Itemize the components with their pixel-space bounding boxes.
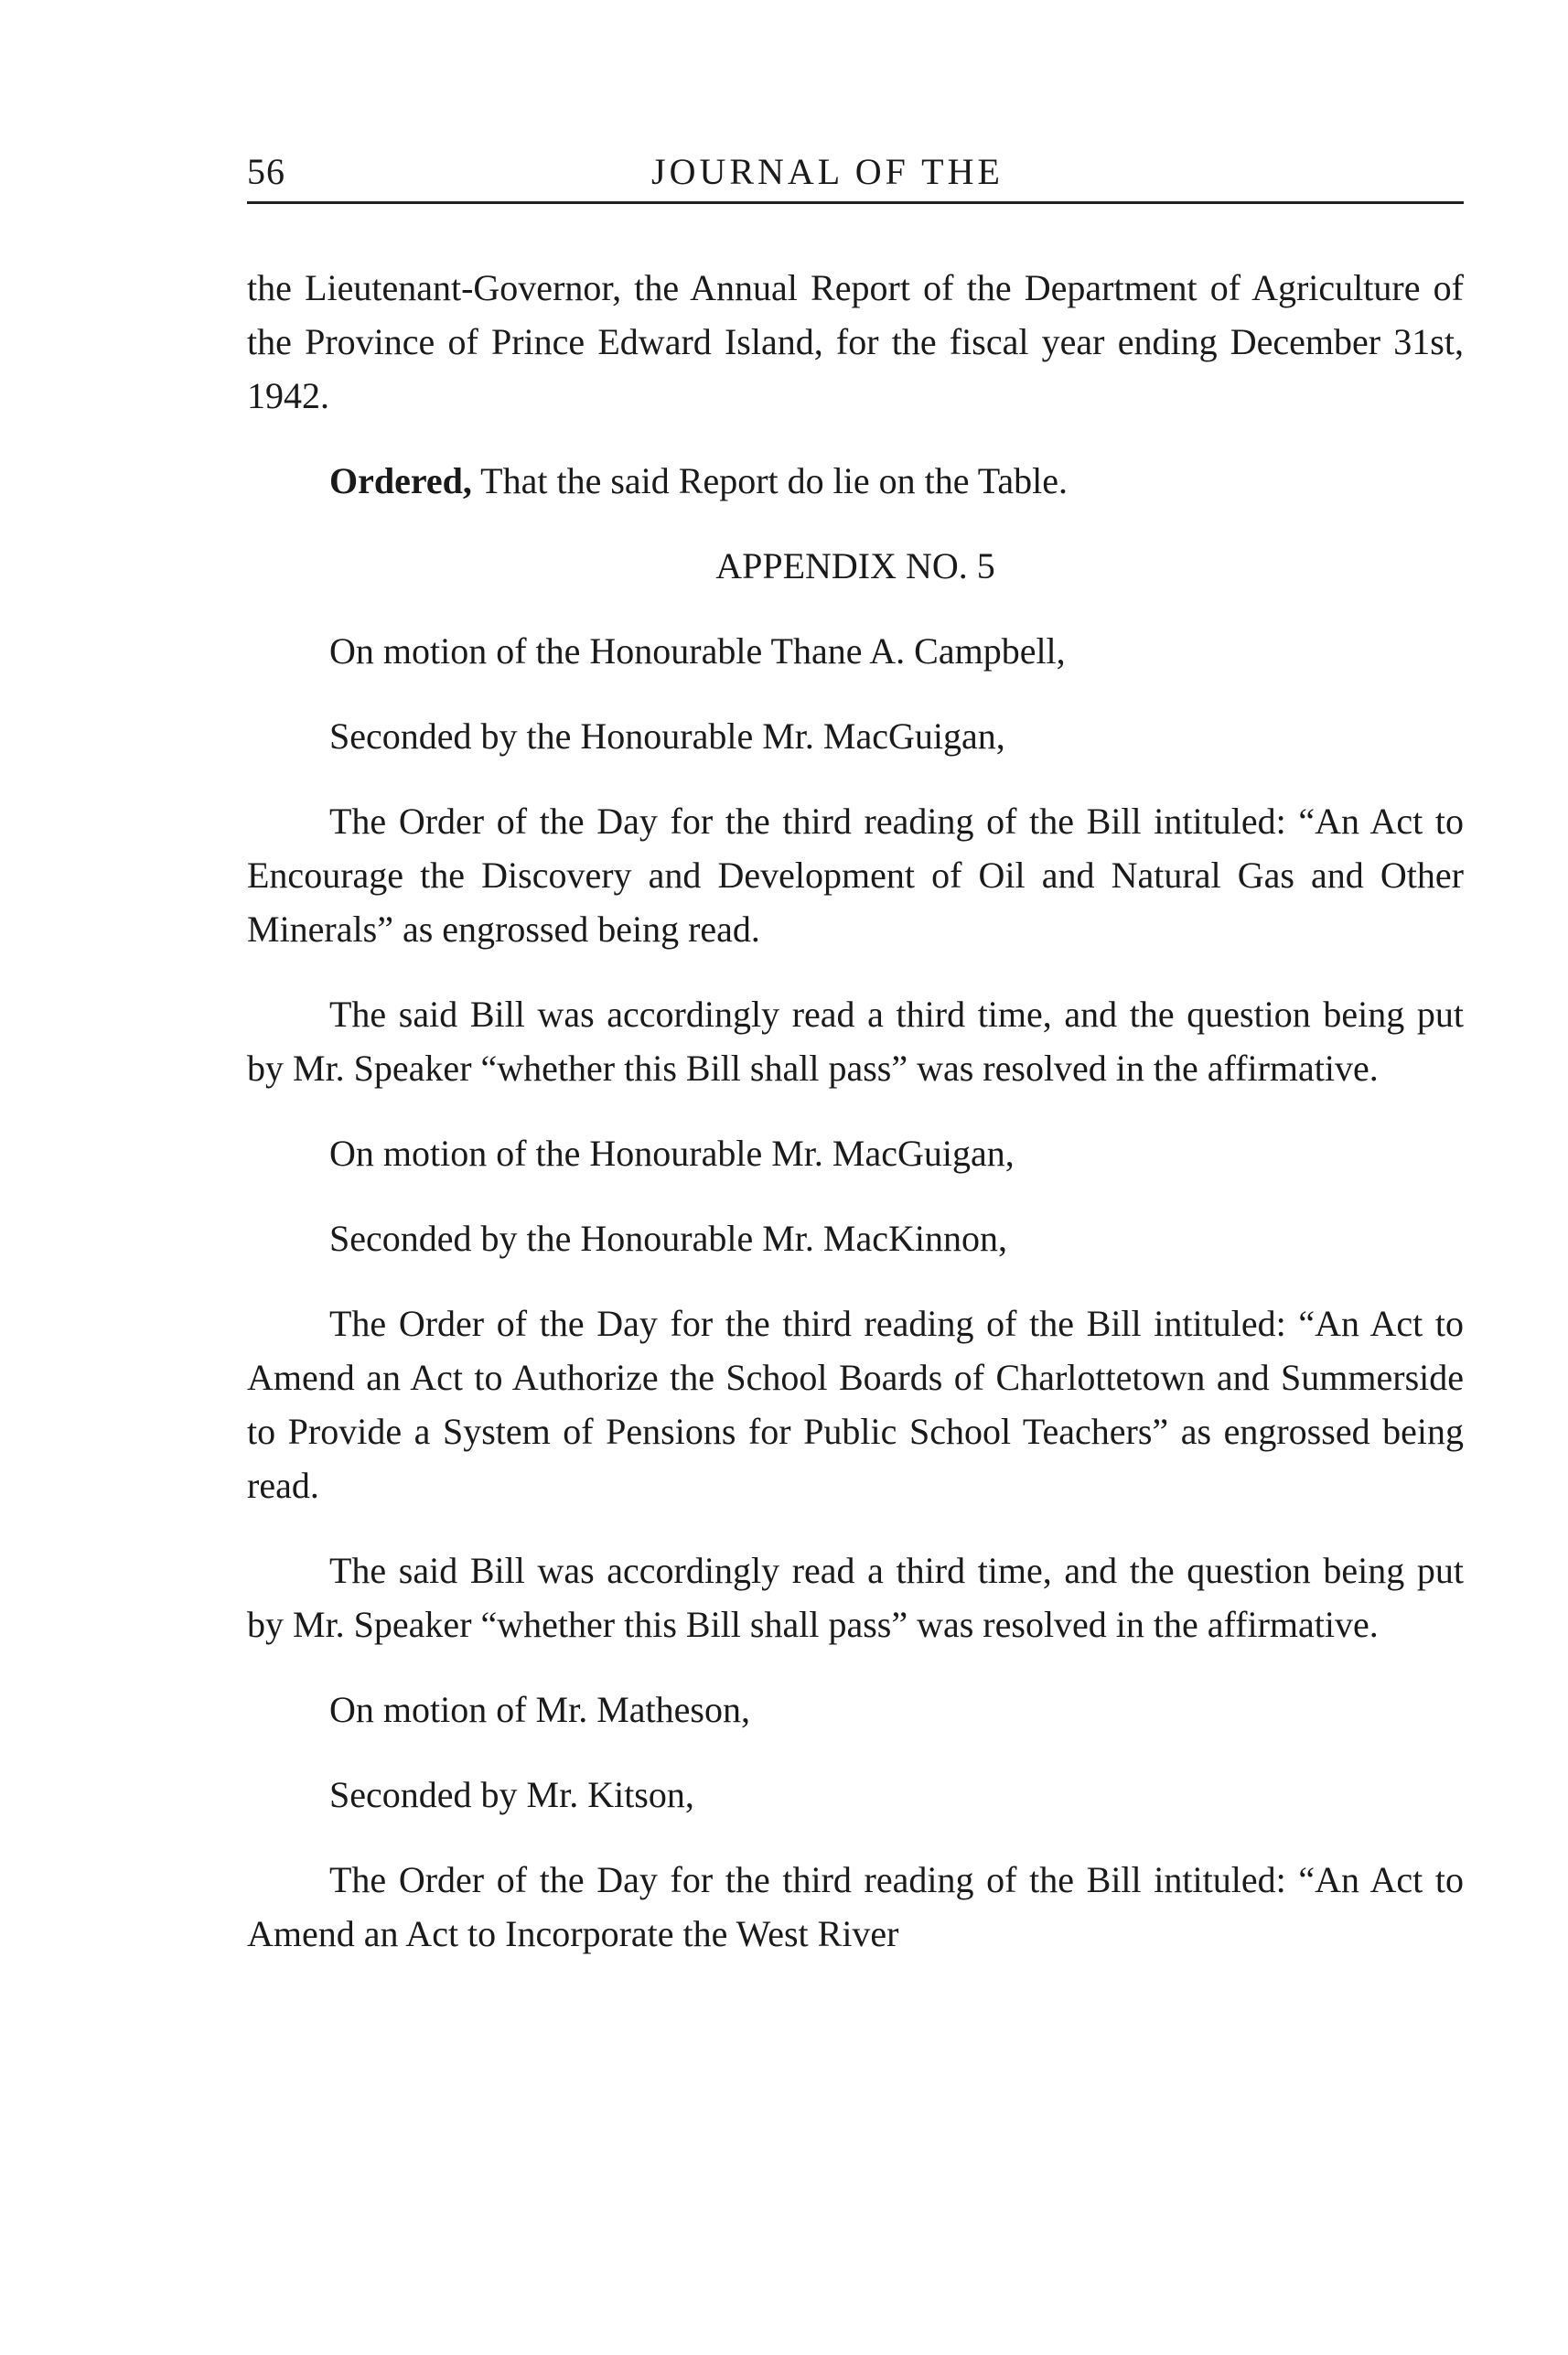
paragraph-report-continued: the Lieutenant-Governor, the Annual Report of the Department of Agriculture of the Province of Prince Edward Island, for the fiscal year ending December 31st, 1942. (247, 267, 1464, 416)
body-text (247, 261, 1464, 1992)
paragraph-motion-1: On motion of the Honourable Thane A. Campbell, (329, 630, 1066, 672)
page-header (247, 137, 1464, 204)
paragraph-seconded-1: Seconded by the Honourable Mr. MacGuigan, (329, 715, 1005, 757)
paragraph-order-3: The Order of the Day for the third reading of the Bill intituled: “An Act to Amend an Act to Incorporate the West River (247, 1859, 1464, 1954)
paragraph-order-2: The Order of the Day for the third reading of the Bill intituled: “An Act to Amend an Act to Authorize the School Boards of Charlottetown and Summerside to Provide a System of Pensions for Public School Teachers” as engrossed being read. (247, 1303, 1464, 1506)
page-number: 56 (247, 151, 285, 192)
ordered-label: Ordered, (329, 460, 472, 501)
paragraph-seconded-2: Seconded by the Honourable Mr. MacKinnon, (329, 1218, 1007, 1259)
paragraph-resolved-2: The said Bill was accordingly read a third time, and the question being put by Mr. Speaker “whether this Bill shall pass” was resolved in the affirmative. (247, 1550, 1464, 1645)
paragraph-order-1: The Order of the Day for the third reading of the Bill intituled: “An Act to Encourage the Discovery and Development of Oil and Natural Gas and Other Minerals” as engrossed being read. (247, 801, 1464, 950)
running-head: JOURNAL OF THE (651, 151, 1004, 192)
appendix-heading: APPENDIX NO. 5 (715, 545, 995, 586)
paragraph-motion-3: On motion of Mr. Matheson, (329, 1689, 750, 1730)
paragraph-seconded-3: Seconded by Mr. Kitson, (329, 1774, 694, 1815)
ordered-text: That the said Report do lie on the Table. (471, 460, 1069, 501)
paragraph-ordered (247, 454, 1464, 508)
paragraph-resolved-1: The said Bill was accordingly read a third time, and the question being put by Mr. Speaker “whether this Bill shall pass” was resolved in the affirmative. (247, 994, 1464, 1089)
paragraph-motion-2: On motion of the Honourable Mr. MacGuigan, (329, 1133, 1015, 1174)
